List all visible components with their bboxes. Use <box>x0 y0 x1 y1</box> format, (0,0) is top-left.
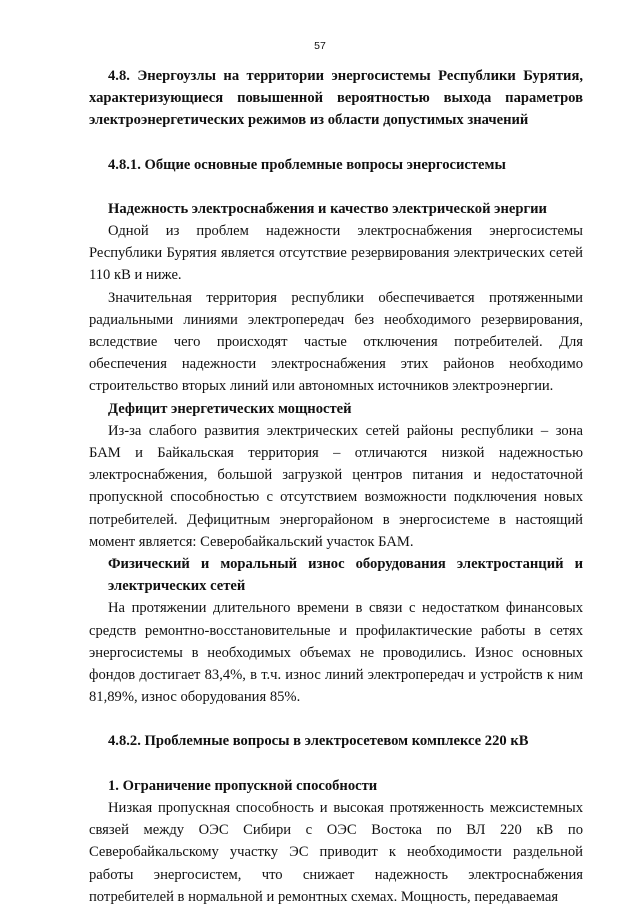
paragraph-reliability-2: Значительная территория республики обеспечивается протяженными радиальными линиями электропередач без необходимого резервирования, вследствие чего происходят частые отключения потребителей. Для обеспечения надежности электроснабжения этих районов необходимо строительство вторых линий или автономных источников электроэнергии. <box>89 289 583 395</box>
page-content <box>89 65 583 908</box>
spacer <box>89 708 583 730</box>
page-number: 57 <box>314 40 326 52</box>
subsection-title-4-8-2: 4.8.2. Проблемные вопросы в электросетевом комплексе 220 кВ <box>108 733 529 750</box>
paragraph-capacity: Низкая пропускная способность и высокая протяженность межсистемных связей между ОЭС Сибири с ОЭС Востока по ВЛ 220 кВ по Северобайкальскому участку ЭС приводит к необходимости раздельной работы энергосистем, что снижает надежность электроснабжения потребителей в нормальной и ремонтных схемах. Мощность, передаваемая <box>89 799 583 905</box>
heading-wear: Физический и моральный износ оборудования электростанций и электрических сетей <box>108 556 583 595</box>
paragraph-reliability-1: Одной из проблем надежности электроснабжения энергосистемы Республики Бурятия является отсутствие резервирования электрических сетей 110 кВ и ниже. <box>89 223 583 284</box>
spacer <box>89 132 583 154</box>
spacer <box>89 176 583 198</box>
heading-reliability: Надежность электроснабжения и качество электрической энергии <box>108 200 547 217</box>
paragraph-wear: На протяжении длительного времени в связи с недостатком финансовых средств ремонтно-восстановительные и профилактические работы в сетях энергосистемы в необходимых объемах не проводились. Износ основных фондов достигает 83,4%, в т.ч. износ линий электропередач и устройств к ним 81,89%, износ оборудования 85%. <box>89 600 583 706</box>
heading-capacity: 1. Ограничение пропускной способности <box>108 777 378 794</box>
paragraph-deficit: Из-за слабого развития электрических сетей районы республики – зона БАМ и Байкальская территория – отличаются низкой надежностью электроснабжения, большой загрузкой центров питания и недостаточной пропускной способностью с отсутствием возможности подключения новых потребителей. Дефицитным энергорайоном в энергосистеме в настоящий момент является: Северобайкальский участок БАМ. <box>89 422 583 550</box>
section-title: 4.8. Энергоузлы на территории энергосистемы Республики Бурятия, характеризующиеся повышенной вероятностью выхода параметров электроэнергетических режимов из области допустимых значений <box>89 68 583 129</box>
heading-deficit: Дефицит энергетических мощностей <box>108 400 352 417</box>
spacer <box>89 753 583 775</box>
subsection-title-4-8-1: 4.8.1. Общие основные проблемные вопросы энергосистемы <box>108 156 506 173</box>
